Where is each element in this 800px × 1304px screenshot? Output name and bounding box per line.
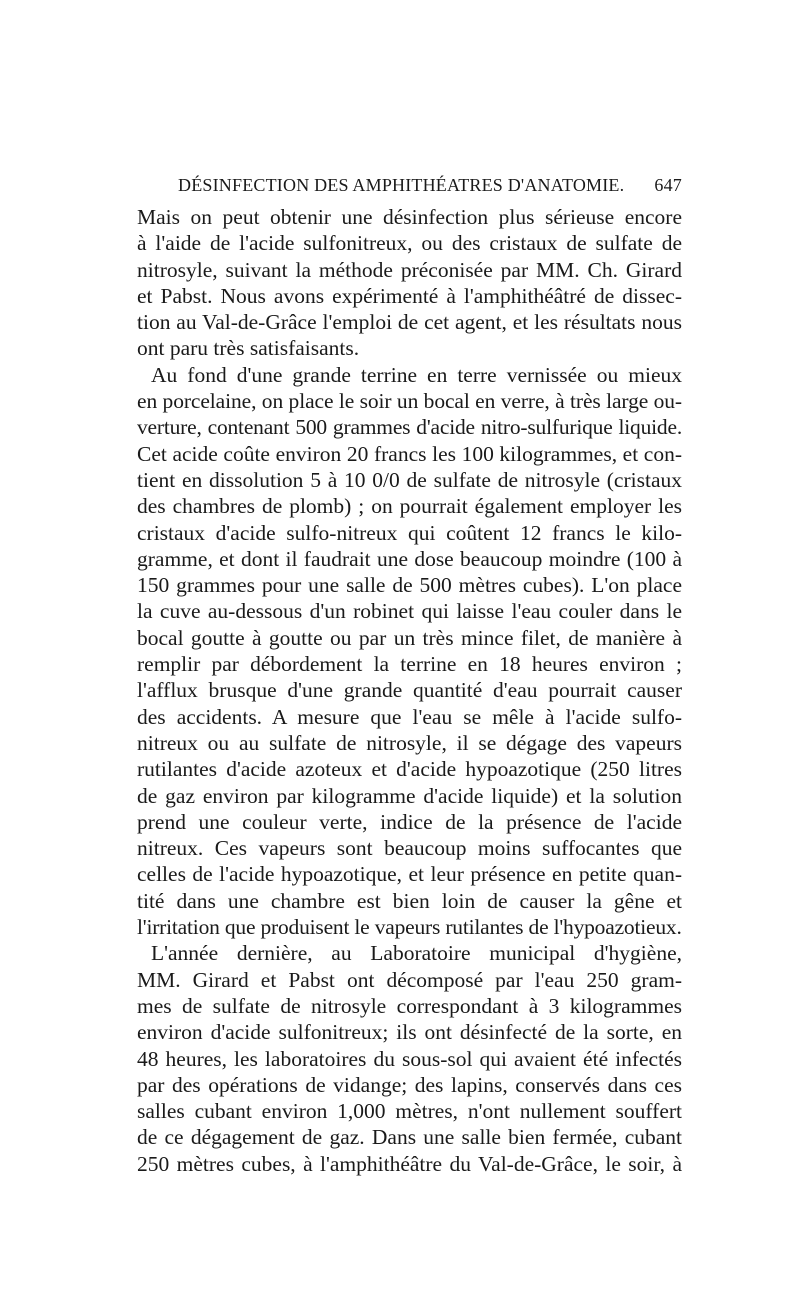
text-line: des chambres de plomb) ; on pourrait également employer les (137, 494, 682, 519)
text-line: de gaz environ par kilogramme d'acide liquide) et la solution (137, 783, 682, 808)
text-line: cristaux d'acide sulfo-nitreux qui coûtent 12 francs le kilo- (137, 520, 682, 545)
text-line: tité dans une chambre est bien loin de causer la gêne et (137, 888, 682, 913)
text-line: 150 grammes pour une salle de 500 mètres cubes). L'on place (137, 573, 682, 598)
text-line: par des opérations de vidange; des lapins, conservés dans ces (137, 1072, 682, 1097)
text-line: celles de l'acide hypoazotique, et leur présence en petite quan- (137, 862, 682, 887)
text-line: mes de sulfate de nitrosyle correspondant à 3 kilogrammes (137, 993, 682, 1018)
text-line: verture, contenant 500 grammes d'acide nitro-sulfurique liquide. (137, 415, 682, 440)
text-line: l'afflux brusque d'une grande quantité d'eau pourrait causer (137, 678, 682, 703)
text-line: nitrosyle, suivant la méthode préconisée par MM. Ch. Girard (137, 257, 682, 282)
text-line: 250 mètres cubes, à l'amphithéâtre du Val-de-Grâce, le soir, à (137, 1151, 682, 1176)
text-line: rutilantes d'acide azoteux et d'acide hypoazotique (250 litres (137, 757, 682, 782)
text-line: l'irritation que produisent le vapeurs rutilantes de l'hypoazotieux. (137, 915, 682, 940)
text-line: Cet acide coûte environ 20 francs les 100 kilogrammes, et con- (137, 441, 682, 466)
page-header (178, 175, 682, 205)
text-line: 48 heures, les laboratoires du sous-sol qui avaient été infectés (137, 1046, 682, 1071)
text-line: tion au Val-de-Grâce l'emploi de cet agent, et les résultats nous (137, 310, 682, 335)
text-line: ont paru très satisfaisants. (137, 336, 360, 361)
text-line: des accidents. A mesure que l'eau se mêle à l'acide sulfo- (137, 704, 682, 729)
text-line: la cuve au-dessous d'un robinet qui laisse l'eau couler dans le (137, 599, 682, 624)
text-line: Au fond d'une grande terrine en terre vernissée ou mieux (151, 362, 682, 387)
text-line: MM. Girard et Pabst ont décomposé par l'eau 250 gram- (137, 967, 682, 992)
text-line: nitreux. Ces vapeurs sont beaucoup moins suffocantes que (137, 836, 682, 861)
text-line: tient en dissolution 5 à 10 0/0 de sulfate de nitrosyle (cristaux (137, 467, 682, 492)
running-title: DÉSINFECTION DES AMPHITHÉATRES D'ANATOMIE. (178, 175, 625, 195)
page-number: 647 (654, 175, 682, 195)
body-text (137, 204, 682, 1177)
text-line: nitreux ou au sulfate de nitrosyle, il se dégage des vapeurs (137, 730, 682, 755)
text-line: L'année dernière, au Laboratoire municipal d'hygiène, (151, 941, 682, 966)
text-line: remplir par débordement la terrine en 18 heures environ ; (137, 652, 682, 677)
text-line: à l'aide de l'acide sulfonitreux, ou des cristaux de sulfate de (137, 231, 682, 256)
text-line: de ce dégagement de gaz. Dans une salle bien fermée, cubant (137, 1125, 682, 1150)
text-line: prend une couleur verte, indice de la présence de l'acide (137, 809, 682, 834)
text-line: environ d'acide sulfonitreux; ils ont désinfecté de la sorte, en (137, 1020, 682, 1045)
text-line: en porcelaine, on place le soir un bocal en verre, à très large ou- (137, 389, 682, 414)
text-line: gramme, et dont il faudrait une dose beaucoup moindre (100 à (137, 546, 682, 571)
text-line: et Pabst. Nous avons expérimenté à l'amphithéâtré de dissec- (137, 283, 682, 308)
text-line: salles cubant environ 1,000 mètres, n'ont nullement souffert (137, 1099, 682, 1124)
text-line: Mais on peut obtenir une désinfection plus sérieuse encore (137, 205, 682, 229)
text-line: bocal goutte à goutte ou par un très mince filet, de manière à (137, 625, 682, 650)
